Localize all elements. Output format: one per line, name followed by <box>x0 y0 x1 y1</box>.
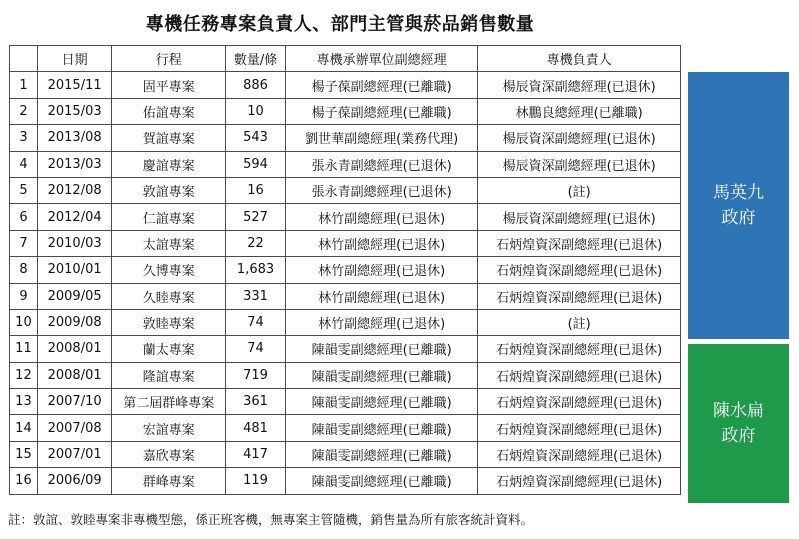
cell-vice-president: 楊子葆副總經理(已離職) <box>286 72 478 98</box>
chen-label-line-1: 陳水扁 <box>713 400 764 421</box>
cell-person-in-charge: 石炳煌資深副總經理(已退休) <box>478 415 681 441</box>
data-table <box>9 45 681 495</box>
cell-vice-president: 陳韻雯副總經理(已離職) <box>286 415 478 441</box>
header-quantity: 數量/條 <box>226 46 286 72</box>
cell-vice-president: 楊子葆副總經理(已離職) <box>286 98 478 124</box>
cell-quantity: 719 <box>226 362 286 388</box>
cell-index: 13 <box>10 389 38 415</box>
cell-vice-president: 陳韻雯副總經理(已離職) <box>286 441 478 467</box>
table-row <box>10 125 681 151</box>
cell-date: 2007/10 <box>37 389 111 415</box>
chen-label-line-2: 政府 <box>721 425 756 446</box>
cell-person-in-charge: 楊辰資深副總經理(已退休) <box>478 204 681 230</box>
header-vice-president: 專機承辦單位副總經理 <box>286 46 478 72</box>
cell-index: 4 <box>10 151 38 177</box>
cell-quantity: 10 <box>226 98 286 124</box>
cell-person-in-charge: 楊辰資深副總經理(已退休) <box>478 125 681 151</box>
cell-vice-president: 林竹副總經理(已退休) <box>286 230 478 256</box>
cell-date: 2013/03 <box>37 151 111 177</box>
table-row <box>10 72 681 98</box>
cell-trip: 第二屆群峰專案 <box>112 389 226 415</box>
table-row <box>10 468 681 494</box>
cell-index: 11 <box>10 336 38 362</box>
cell-date: 2009/05 <box>37 283 111 309</box>
cell-quantity: 16 <box>226 177 286 203</box>
header-person-in-charge: 專機負責人 <box>478 46 681 72</box>
cell-index: 5 <box>10 177 38 203</box>
cell-person-in-charge: (註) <box>478 177 681 203</box>
page-title: 專機任務專案負責人、部門主管與菸品銷售數量 <box>145 14 535 35</box>
cell-vice-president: 陳韻雯副總經理(已離職) <box>286 362 478 388</box>
table-row <box>10 204 681 230</box>
footnote: 註：敦誼、敦睦專案非專機型態，係正班客機，無專案主管隨機，銷售量為所有旅客統計資料。 <box>8 512 534 527</box>
chen-government-label <box>688 344 789 503</box>
cell-index: 8 <box>10 257 38 283</box>
cell-person-in-charge: (註) <box>478 309 681 335</box>
table-row <box>10 177 681 203</box>
cell-person-in-charge: 林鵬良總經理(已離職) <box>478 98 681 124</box>
cell-quantity: 543 <box>226 125 286 151</box>
cell-trip: 蘭太專案 <box>112 336 226 362</box>
cell-date: 2012/08 <box>37 177 111 203</box>
cell-index: 12 <box>10 362 38 388</box>
table-row <box>10 98 681 124</box>
cell-date: 2008/01 <box>37 362 111 388</box>
cell-quantity: 594 <box>226 151 286 177</box>
cell-person-in-charge: 石炳煌資深副總經理(已退休) <box>478 362 681 388</box>
cell-date: 2008/01 <box>37 336 111 362</box>
cell-vice-president: 劉世華副總經理(業務代理) <box>286 125 478 151</box>
cell-quantity: 1,683 <box>226 257 286 283</box>
cell-trip: 久博專案 <box>112 257 226 283</box>
cell-vice-president: 林竹副總經理(已退休) <box>286 283 478 309</box>
cell-index: 10 <box>10 309 38 335</box>
header-date: 日期 <box>37 46 111 72</box>
ma-label-line-2: 政府 <box>721 207 756 228</box>
table-row <box>10 415 681 441</box>
table-row <box>10 230 681 256</box>
cell-trip: 賀誼專案 <box>112 125 226 151</box>
cell-quantity: 527 <box>226 204 286 230</box>
cell-vice-president: 林竹副總經理(已退休) <box>286 309 478 335</box>
cell-trip: 隆誼專案 <box>112 362 226 388</box>
cell-index: 3 <box>10 125 38 151</box>
cell-date: 2007/01 <box>37 441 111 467</box>
cell-index: 7 <box>10 230 38 256</box>
table-row <box>10 336 681 362</box>
cell-date: 2015/11 <box>37 72 111 98</box>
ma-label-line-1: 馬英九 <box>713 182 764 203</box>
cell-quantity: 886 <box>226 72 286 98</box>
cell-quantity: 74 <box>226 336 286 362</box>
cell-trip: 敦睦專案 <box>112 309 226 335</box>
cell-trip: 太誼專案 <box>112 230 226 256</box>
cell-date: 2015/03 <box>37 98 111 124</box>
cell-person-in-charge: 楊辰資深副總經理(已退休) <box>478 151 681 177</box>
cell-index: 15 <box>10 441 38 467</box>
cell-trip: 嘉欣專案 <box>112 441 226 467</box>
cell-index: 9 <box>10 283 38 309</box>
cell-trip: 敦誼專案 <box>112 177 226 203</box>
cell-date: 2013/08 <box>37 125 111 151</box>
cell-date: 2009/08 <box>37 309 111 335</box>
cell-person-in-charge: 楊辰資深副總經理(已退休) <box>478 72 681 98</box>
cell-quantity: 331 <box>226 283 286 309</box>
cell-quantity: 481 <box>226 415 286 441</box>
cell-trip: 群峰專案 <box>112 468 226 494</box>
header-trip: 行程 <box>112 46 226 72</box>
cell-vice-president: 陳韻雯副總經理(已離職) <box>286 468 478 494</box>
cell-quantity: 74 <box>226 309 286 335</box>
cell-vice-president: 林竹副總經理(已退休) <box>286 257 478 283</box>
cell-vice-president: 張永青副總經理(已退休) <box>286 151 478 177</box>
cell-trip: 宏誼專案 <box>112 415 226 441</box>
cell-date: 2010/03 <box>37 230 111 256</box>
cell-person-in-charge: 石炳煌資深副總經理(已退休) <box>478 468 681 494</box>
table-row <box>10 283 681 309</box>
cell-trip: 仁誼專案 <box>112 204 226 230</box>
table-row <box>10 151 681 177</box>
cell-trip: 佑誼專案 <box>112 98 226 124</box>
cell-index: 16 <box>10 468 38 494</box>
cell-vice-president: 林竹副總經理(已退休) <box>286 204 478 230</box>
table-row <box>10 257 681 283</box>
cell-person-in-charge: 石炳煌資深副總經理(已退休) <box>478 441 681 467</box>
cell-index: 1 <box>10 72 38 98</box>
cell-person-in-charge: 石炳煌資深副總經理(已退休) <box>478 336 681 362</box>
cell-person-in-charge: 石炳煌資深副總經理(已退休) <box>478 230 681 256</box>
cell-quantity: 22 <box>226 230 286 256</box>
cell-vice-president: 陳韻雯副總經理(已離職) <box>286 389 478 415</box>
cell-quantity: 119 <box>226 468 286 494</box>
table-row <box>10 441 681 467</box>
cell-vice-president: 張永青副總經理(已退休) <box>286 177 478 203</box>
cell-person-in-charge: 石炳煌資深副總經理(已退休) <box>478 389 681 415</box>
table-header-row <box>10 46 681 72</box>
cell-date: 2012/04 <box>37 204 111 230</box>
cell-index: 6 <box>10 204 38 230</box>
cell-trip: 固平專案 <box>112 72 226 98</box>
cell-quantity: 417 <box>226 441 286 467</box>
cell-quantity: 361 <box>226 389 286 415</box>
cell-vice-president: 陳韻雯副總經理(已離職) <box>286 336 478 362</box>
cell-date: 2006/09 <box>37 468 111 494</box>
cell-trip: 慶誼專案 <box>112 151 226 177</box>
header-index <box>10 46 38 72</box>
table-row <box>10 389 681 415</box>
cell-trip: 久睦專案 <box>112 283 226 309</box>
cell-index: 14 <box>10 415 38 441</box>
cell-date: 2010/01 <box>37 257 111 283</box>
cell-person-in-charge: 石炳煌資深副總經理(已退休) <box>478 257 681 283</box>
ma-government-label <box>688 72 789 339</box>
cell-index: 2 <box>10 98 38 124</box>
cell-date: 2007/08 <box>37 415 111 441</box>
cell-person-in-charge: 石炳煌資深副總經理(已退休) <box>478 283 681 309</box>
table-row <box>10 362 681 388</box>
table-row <box>10 309 681 335</box>
